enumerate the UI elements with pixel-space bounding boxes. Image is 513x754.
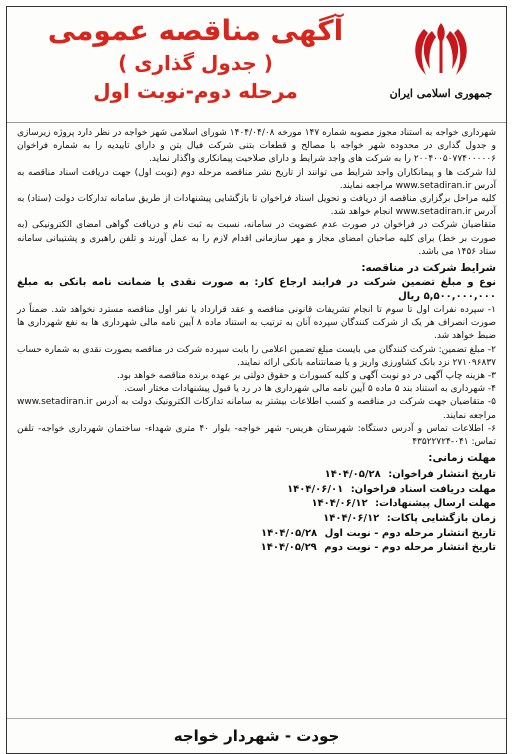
schedule-date: ۱۴۰۴/۰۵/۲۹ <box>260 542 317 554</box>
schedule-row <box>17 512 496 527</box>
paragraph-document-access: لذا شرکت ها و پیمانکاران واجد شرایط می توانند از تاریخ نشر مناقصه مرحله دوم (نوبت اول) جهت دریافت اسناد مناقصه به آدرس www.setadiran.ir مراجعه نمایند. <box>17 167 496 191</box>
paragraph-registration: متقاضیان شرکت در فراخوان در صورت عدم عضویت در سامانه، نسبت به ثبت نام و دریافت گواهی امضای الکترونیکی (به صورت بر خط) برای کلیه صاحبان امضای مجاز و مهر سازمانی اقدام لازم را به عمل آورند و تلفن راهبری و پشتیبانی سامانه ستاد ۱۴۵۶ می باشد. <box>17 220 496 257</box>
emblem-block <box>386 15 496 115</box>
schedule-date: ۱۴۰۴/۰۵/۲۸ <box>261 527 318 539</box>
phase-title: مرحله دوم-نوبت اول <box>93 79 298 103</box>
conditions-title: شرایط شرکت در مناقصه: <box>361 262 496 275</box>
schedule-title: مهلت زمانی: <box>428 452 496 465</box>
title-block <box>15 13 376 105</box>
schedule-date: ۱۴۰۴/۰۶/۱۲ <box>323 513 380 525</box>
schedule-row <box>17 468 496 483</box>
condition-item: ۵- متقاضیان جهت شرکت در مناقصه و کسب اطلاعات بیشتر به سامانه تدارکات الکترونیک دولت به آدرس www.setadiran.ir مراجعه نمایند. <box>17 397 496 421</box>
schedule-label: تاریخ انتشار مرحله دوم - نوبت دوم <box>324 542 496 554</box>
paragraph-process: کلیه مراحل برگزاری مناقصه از دریافت و تحویل اسناد فراخوان تا بازگشایی پیشنهادات از طریق سامانه تدارکات دولت (ستاد) به آدرس www.setadiran.ir انجام خواهد شد. <box>17 194 496 218</box>
schedule-row <box>17 527 496 542</box>
schedule-label: زمان بازگشایی پاکات: <box>386 513 496 525</box>
condition-item: ۱- سپرده نفرات اول تا سوم تا انجام تشریفات قانونی مناقصه و عقد قرارداد یا نفر اول مناقصه مسترد نخواهد شد. ضمناً در صورت انصراف هر یک از شرکت کنندگان سپرده آنان به ترتیب به استناد ماده ۸ آیین نامه مالی شهرداری ها به نفع شهرداری ها ضبط خواهد شد. <box>17 305 496 342</box>
page-subtitle: ( جدول گذاری ) <box>118 51 273 75</box>
condition-item: ۶- اطلاعات تماس و آدرس دستگاه: شهرستان هریس- شهر خواجه- بلوار ۴۰ متری شهداء- ساختمان شهرداری خواجه- تلفن تماس: ۰۴۱-۴۳۵۲۲۷۲۴ <box>17 423 496 448</box>
emblem-caption: جمهوری اسلامی ایران <box>389 87 493 100</box>
iran-emblem-icon <box>406 15 476 85</box>
schedule-row <box>17 541 496 556</box>
schedule-date: ۱۴۰۴/۰۵/۲۸ <box>324 469 381 481</box>
condition-item: ۳- هزینه چاپ آگهی در دو نوبت آگهی و کلیه کسورات و حقوق دولتی بر عهده برنده مناقصه خواهد بود. <box>116 371 496 382</box>
schedule-row <box>17 497 496 512</box>
advertisement-frame <box>6 6 507 754</box>
condition-item: ۲- مبلغ تضمین: شرکت کنندگان می بایست مبلغ تضمین اعلامی را بابت سپرده شرکت در مناقصه بصورت نقدی به شماره حساب ۲۷۱۰۹۶۸۳۷ نزد بانک کشاورزی واریز و یا ضمانتنامه بانکی ارائه نمایند. <box>17 344 496 368</box>
schedule-row <box>17 483 496 498</box>
header <box>7 7 506 123</box>
intro-paragraph: شهرداری خواجه به استناد مجوز مصوبه شماره ۱۴۷ مورخه ۱۴۰۴/۰۴/۰۸ شورای اسلامی شهر خواجه در نظر دارد پروژه زیرسازی و جدول گذاری در محدوده شهر خواجه با مصالح و قطعات بتنی شرکت فیال بتن و دارای تاییدیه را به شماره فراخوان ۲۰۰۴۰۰۵۰۷۷۴۰۰۰۰۰۶ را به شرکت های واجد شرایط و دارای صلاحیت پیمانکاری واگذار نماید. <box>17 128 497 165</box>
page-title: آگهی مناقصه عمومی <box>47 14 344 47</box>
condition-item: ۴- شهرداری به استناد بند ۵ ماده ۵ آیین نامه مالی شهرداری ها در رد یا قبول پیشنهادات مختار است. <box>124 384 496 395</box>
schedule-list <box>17 468 496 556</box>
schedule-label: تاریخ انتشار مرحله دوم - نوبت اول <box>324 527 496 539</box>
schedule-date: ۱۴۰۴/۰۶/۱۲ <box>311 498 368 510</box>
schedule-date: ۱۴۰۴/۰۶/۰۱ <box>287 483 344 495</box>
schedule-label: تاریخ انتشار فراخوان: <box>388 469 496 481</box>
advertisement-body <box>17 127 496 556</box>
footer <box>7 718 506 753</box>
guarantee-text: نوع و مبلغ تضمین شرکت در فرایند ارجاع کار: به صورت نقدی یا ضمانت نامه بانکی به مبلغ ۵,۵۰۰,۰۰۰,۰۰۰ ریال <box>17 277 496 303</box>
schedule-label: مهلت ارسال پیشنهادات: <box>375 498 496 510</box>
schedule-label: مهلت دریافت اسناد فراخوان: <box>350 483 496 495</box>
signature-line: جودت - شهردار خواجه <box>173 727 340 745</box>
